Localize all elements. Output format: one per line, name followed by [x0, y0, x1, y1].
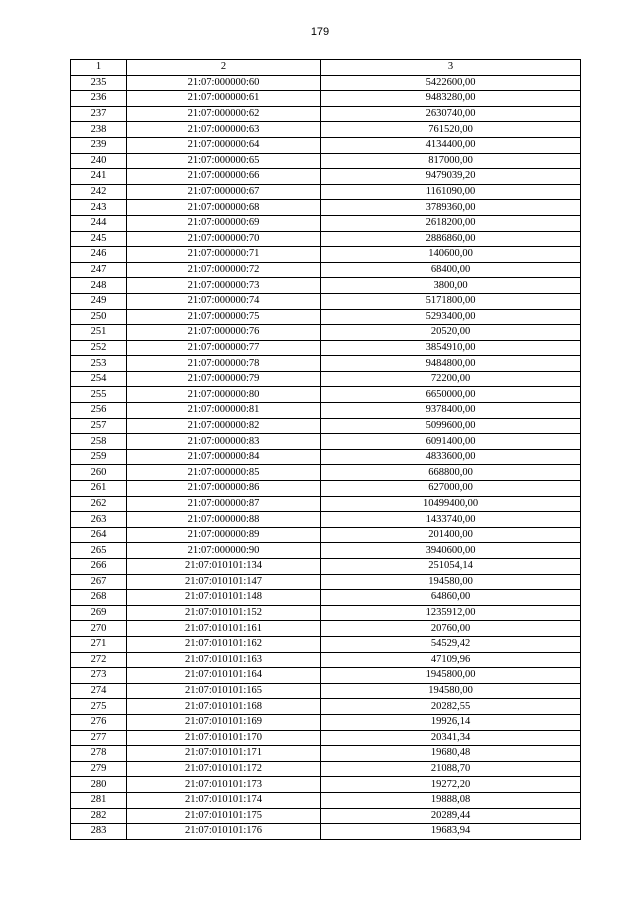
cadastral-number-cell: 21:07:010101:164 — [127, 668, 321, 684]
header-cell-value: 3 — [321, 60, 581, 76]
row-number-cell: 273 — [71, 668, 127, 684]
row-number-cell: 248 — [71, 278, 127, 294]
cadastral-number-cell: 21:07:010101:168 — [127, 699, 321, 715]
table-row — [71, 465, 581, 481]
table-row — [71, 231, 581, 247]
cadastral-number-cell: 21:07:000000:63 — [127, 122, 321, 138]
table-row — [71, 761, 581, 777]
table-row — [71, 371, 581, 387]
row-number-cell: 277 — [71, 730, 127, 746]
table-row — [71, 340, 581, 356]
cadastral-value-cell: 1433740,00 — [321, 512, 581, 528]
cadastral-value-cell: 6650000,00 — [321, 387, 581, 403]
cadastral-number-cell: 21:07:010101:163 — [127, 652, 321, 668]
cadastral-number-cell: 21:07:010101:175 — [127, 808, 321, 824]
row-number-cell: 258 — [71, 434, 127, 450]
cadastral-number-cell: 21:07:010101:169 — [127, 714, 321, 730]
cadastral-value-cell: 19272,20 — [321, 777, 581, 793]
table-row — [71, 683, 581, 699]
cadastral-number-cell: 21:07:010101:161 — [127, 621, 321, 637]
cadastral-number-cell: 21:07:010101:176 — [127, 824, 321, 840]
row-number-cell: 253 — [71, 356, 127, 372]
cadastral-value-cell: 20760,00 — [321, 621, 581, 637]
row-number-cell: 255 — [71, 387, 127, 403]
table-row — [71, 122, 581, 138]
cadastral-value-cell: 3854910,00 — [321, 340, 581, 356]
row-number-cell: 268 — [71, 590, 127, 606]
cadastral-number-cell: 21:07:000000:77 — [127, 340, 321, 356]
row-number-cell: 272 — [71, 652, 127, 668]
row-number-cell: 241 — [71, 169, 127, 185]
cadastral-value-cell: 20520,00 — [321, 325, 581, 341]
cadastral-value-cell: 54529,42 — [321, 636, 581, 652]
table-row — [71, 792, 581, 808]
cadastral-value-cell: 19888,08 — [321, 792, 581, 808]
row-number-cell: 237 — [71, 106, 127, 122]
cadastral-value-table — [70, 59, 581, 840]
cadastral-number-cell: 21:07:000000:70 — [127, 231, 321, 247]
table-row — [71, 278, 581, 294]
row-number-cell: 279 — [71, 761, 127, 777]
row-number-cell: 242 — [71, 184, 127, 200]
cadastral-value-cell: 1945800,00 — [321, 668, 581, 684]
cadastral-value-cell: 9484800,00 — [321, 356, 581, 372]
cadastral-value-cell: 2886860,00 — [321, 231, 581, 247]
row-number-cell: 261 — [71, 481, 127, 497]
table-row — [71, 169, 581, 185]
cadastral-value-cell: 1235912,00 — [321, 605, 581, 621]
cadastral-value-cell: 2618200,00 — [321, 215, 581, 231]
table-row — [71, 262, 581, 278]
cadastral-value-cell: 5171800,00 — [321, 293, 581, 309]
table-row — [71, 215, 581, 231]
cadastral-value-cell: 668800,00 — [321, 465, 581, 481]
table-row — [71, 668, 581, 684]
table-row — [71, 590, 581, 606]
row-number-cell: 276 — [71, 714, 127, 730]
row-number-cell: 266 — [71, 559, 127, 575]
row-number-cell: 269 — [71, 605, 127, 621]
table-row — [71, 574, 581, 590]
row-number-cell: 246 — [71, 247, 127, 263]
row-number-cell: 254 — [71, 371, 127, 387]
row-number-cell: 236 — [71, 91, 127, 107]
row-number-cell: 281 — [71, 792, 127, 808]
row-number-cell: 247 — [71, 262, 127, 278]
row-number-cell: 259 — [71, 449, 127, 465]
cadastral-number-cell: 21:07:000000:79 — [127, 371, 321, 387]
cadastral-number-cell: 21:07:010101:165 — [127, 683, 321, 699]
cadastral-number-cell: 21:07:010101:173 — [127, 777, 321, 793]
table-row — [71, 106, 581, 122]
row-number-cell: 280 — [71, 777, 127, 793]
cadastral-value-cell: 4833600,00 — [321, 449, 581, 465]
header-cell-number: 1 — [71, 60, 127, 76]
table-row — [71, 309, 581, 325]
cadastral-value-cell: 20282,55 — [321, 699, 581, 715]
row-number-cell: 252 — [71, 340, 127, 356]
cadastral-value-cell: 19926,14 — [321, 714, 581, 730]
row-number-cell: 267 — [71, 574, 127, 590]
table-row — [71, 293, 581, 309]
cadastral-number-cell: 21:07:000000:76 — [127, 325, 321, 341]
table-row — [71, 481, 581, 497]
row-number-cell: 235 — [71, 75, 127, 91]
row-number-cell: 265 — [71, 543, 127, 559]
cadastral-number-cell: 21:07:000000:89 — [127, 527, 321, 543]
cadastral-number-cell: 21:07:010101:152 — [127, 605, 321, 621]
header-cell-cadastral-number: 2 — [127, 60, 321, 76]
cadastral-number-cell: 21:07:000000:87 — [127, 496, 321, 512]
header-row — [71, 60, 581, 76]
row-number-cell: 240 — [71, 153, 127, 169]
row-number-cell: 262 — [71, 496, 127, 512]
cadastral-value-cell: 19683,94 — [321, 824, 581, 840]
table-row — [71, 403, 581, 419]
cadastral-number-cell: 21:07:000000:86 — [127, 481, 321, 497]
cadastral-number-cell: 21:07:000000:62 — [127, 106, 321, 122]
table-row — [71, 75, 581, 91]
cadastral-number-cell: 21:07:010101:147 — [127, 574, 321, 590]
table-row — [71, 559, 581, 575]
cadastral-value-cell: 10499400,00 — [321, 496, 581, 512]
cadastral-value-cell: 761520,00 — [321, 122, 581, 138]
table-row — [71, 527, 581, 543]
row-number-cell: 260 — [71, 465, 127, 481]
row-number-cell: 278 — [71, 746, 127, 762]
cadastral-value-cell: 817000,00 — [321, 153, 581, 169]
cadastral-number-cell: 21:07:000000:66 — [127, 169, 321, 185]
row-number-cell: 282 — [71, 808, 127, 824]
table-row — [71, 449, 581, 465]
row-number-cell: 257 — [71, 418, 127, 434]
cadastral-number-cell: 21:07:000000:60 — [127, 75, 321, 91]
cadastral-value-cell: 1161090,00 — [321, 184, 581, 200]
page-number: 179 — [310, 26, 330, 38]
row-number-cell: 263 — [71, 512, 127, 528]
table-row — [71, 137, 581, 153]
cadastral-number-cell: 21:07:000000:85 — [127, 465, 321, 481]
table-row — [71, 184, 581, 200]
cadastral-value-cell: 5422600,00 — [321, 75, 581, 91]
cadastral-value-cell: 21088,70 — [321, 761, 581, 777]
row-number-cell: 256 — [71, 403, 127, 419]
cadastral-value-cell: 5293400,00 — [321, 309, 581, 325]
row-number-cell: 275 — [71, 699, 127, 715]
row-number-cell: 239 — [71, 137, 127, 153]
cadastral-value-cell: 19680,48 — [321, 746, 581, 762]
cadastral-number-cell: 21:07:010101:162 — [127, 636, 321, 652]
cadastral-value-cell: 9479039,20 — [321, 169, 581, 185]
cadastral-value-cell: 9483280,00 — [321, 91, 581, 107]
table-row — [71, 808, 581, 824]
table-row — [71, 730, 581, 746]
cadastral-number-cell: 21:07:010101:170 — [127, 730, 321, 746]
table-row — [71, 714, 581, 730]
cadastral-number-cell: 21:07:000000:71 — [127, 247, 321, 263]
table-row — [71, 91, 581, 107]
cadastral-value-cell: 201400,00 — [321, 527, 581, 543]
row-number-cell: 270 — [71, 621, 127, 637]
cadastral-value-cell: 627000,00 — [321, 481, 581, 497]
table-row — [71, 247, 581, 263]
cadastral-number-cell: 21:07:010101:171 — [127, 746, 321, 762]
cadastral-value-cell: 251054,14 — [321, 559, 581, 575]
cadastral-number-cell: 21:07:000000:90 — [127, 543, 321, 559]
cadastral-value-cell: 140600,00 — [321, 247, 581, 263]
cadastral-number-cell: 21:07:000000:64 — [127, 137, 321, 153]
table-row — [71, 652, 581, 668]
cadastral-value-cell: 5099600,00 — [321, 418, 581, 434]
cadastral-number-cell: 21:07:000000:74 — [127, 293, 321, 309]
table-body — [71, 75, 581, 839]
table-row — [71, 387, 581, 403]
row-number-cell: 251 — [71, 325, 127, 341]
table-row — [71, 605, 581, 621]
table-row — [71, 777, 581, 793]
cadastral-value-cell: 47109,96 — [321, 652, 581, 668]
cadastral-number-cell: 21:07:000000:65 — [127, 153, 321, 169]
table-row — [71, 418, 581, 434]
cadastral-value-cell: 3800,00 — [321, 278, 581, 294]
cadastral-number-cell: 21:07:000000:75 — [127, 309, 321, 325]
cadastral-value-cell: 4134400,00 — [321, 137, 581, 153]
cadastral-number-cell: 21:07:000000:78 — [127, 356, 321, 372]
cadastral-value-cell: 9378400,00 — [321, 403, 581, 419]
table-row — [71, 824, 581, 840]
cadastral-number-cell: 21:07:000000:69 — [127, 215, 321, 231]
cadastral-value-cell: 194580,00 — [321, 683, 581, 699]
cadastral-number-cell: 21:07:000000:72 — [127, 262, 321, 278]
cadastral-number-cell: 21:07:010101:134 — [127, 559, 321, 575]
table-row — [71, 200, 581, 216]
cadastral-number-cell: 21:07:000000:68 — [127, 200, 321, 216]
row-number-cell: 274 — [71, 683, 127, 699]
cadastral-number-cell: 21:07:010101:148 — [127, 590, 321, 606]
cadastral-value-cell: 20341,34 — [321, 730, 581, 746]
cadastral-value-cell: 3940600,00 — [321, 543, 581, 559]
table-row — [71, 636, 581, 652]
row-number-cell: 264 — [71, 527, 127, 543]
cadastral-value-cell: 20289,44 — [321, 808, 581, 824]
row-number-cell: 243 — [71, 200, 127, 216]
row-number-cell: 271 — [71, 636, 127, 652]
table-row — [71, 325, 581, 341]
cadastral-value-cell: 6091400,00 — [321, 434, 581, 450]
table-row — [71, 512, 581, 528]
cadastral-value-cell: 64860,00 — [321, 590, 581, 606]
cadastral-value-cell: 68400,00 — [321, 262, 581, 278]
table-row — [71, 356, 581, 372]
table-row — [71, 621, 581, 637]
table-row — [71, 746, 581, 762]
row-number-cell: 249 — [71, 293, 127, 309]
cadastral-number-cell: 21:07:000000:80 — [127, 387, 321, 403]
row-number-cell: 250 — [71, 309, 127, 325]
table-row — [71, 543, 581, 559]
cadastral-value-cell: 194580,00 — [321, 574, 581, 590]
cadastral-number-cell: 21:07:000000:73 — [127, 278, 321, 294]
cadastral-value-cell: 3789360,00 — [321, 200, 581, 216]
cadastral-number-cell: 21:07:000000:82 — [127, 418, 321, 434]
cadastral-value-cell: 2630740,00 — [321, 106, 581, 122]
table-row — [71, 699, 581, 715]
cadastral-number-cell: 21:07:000000:83 — [127, 434, 321, 450]
row-number-cell: 283 — [71, 824, 127, 840]
cadastral-number-cell: 21:07:000000:81 — [127, 403, 321, 419]
cadastral-number-cell: 21:07:000000:84 — [127, 449, 321, 465]
row-number-cell: 238 — [71, 122, 127, 138]
table-row — [71, 153, 581, 169]
cadastral-number-cell: 21:07:000000:67 — [127, 184, 321, 200]
cadastral-number-cell: 21:07:000000:61 — [127, 91, 321, 107]
cadastral-number-cell: 21:07:010101:172 — [127, 761, 321, 777]
row-number-cell: 245 — [71, 231, 127, 247]
cadastral-number-cell: 21:07:000000:88 — [127, 512, 321, 528]
table-row — [71, 434, 581, 450]
cadastral-number-cell: 21:07:010101:174 — [127, 792, 321, 808]
row-number-cell: 244 — [71, 215, 127, 231]
table-row — [71, 496, 581, 512]
cadastral-value-cell: 72200,00 — [321, 371, 581, 387]
